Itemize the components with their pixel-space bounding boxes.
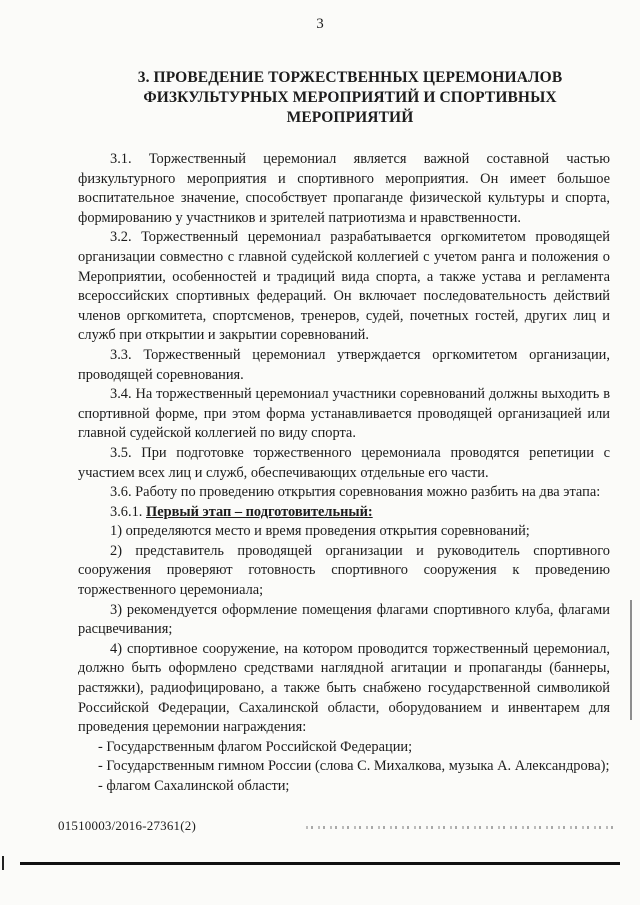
scan-artifact bbox=[306, 826, 616, 829]
paragraph-3-6: 3.6. Работу по проведению открытия соревнования можно разбить на два этапа: bbox=[110, 484, 601, 501]
dash-item-anthem: - Государственным гимном России (слова С. Михалкова, музыка А. Александрова); bbox=[98, 758, 610, 775]
paragraph-3-2: 3.2. Торжественный церемониал разрабатывается оргкомитетом проводящей организации совместно с главной судейской коллегией с учетом ранга и положения о Мероприятии, особенностей и традиций вида спорта, а также устава и регламента всероссийских спортивных федераций. Он включает последовательность действий членов оргкомитета, спортсменов, тренеров, судей, почетных гостей, других лиц и служб при открытии и закрытии соревнований. bbox=[78, 229, 610, 344]
subsection-label: Первый этап – подготовительный: bbox=[146, 503, 373, 520]
paragraph-3-1: 3.1. Торжественный церемониал является важной составной частью физкультурного мероприятия и спортивного мероприятия. Он имеет большое воспитательное значение, способствует пропаганде физической культуры и спорта, формированию у участников и зрителей патриотизма и нравственности. bbox=[78, 151, 610, 226]
list-item-1: 1) определяются место и время проведения открытия соревнований; bbox=[110, 523, 530, 540]
dash-item-flag-sakhalin: - флагом Сахалинской области; bbox=[98, 778, 290, 794]
section-title-line-1: 3. ПРОВЕДЕНИЕ ТОРЖЕСТВЕННЫХ ЦЕРЕМОНИАЛОВ bbox=[137, 69, 563, 86]
list-item-2: 2) представитель проводящей организации и руководитель спортивного сооружения проверяют готовность спортивного сооружения к проведению торжественного церемониала; bbox=[78, 542, 610, 599]
scan-edge-mark bbox=[2, 856, 4, 870]
scan-edge-mark-right bbox=[630, 600, 632, 720]
paragraph-3-3: 3.3. Торжественный церемониал утверждается оргкомитетом организации, проводящей соревнования. bbox=[78, 346, 610, 383]
document-code: 01510003/2016-27361(2) bbox=[58, 818, 196, 833]
section-title-line-2: ФИЗКУЛЬТУРНЫХ МЕРОПРИЯТИЙ И СПОРТИВНЫХ bbox=[143, 89, 557, 106]
paragraph-3-4: 3.4. На торжественный церемониал участники соревнований должны выходить в спортивной форме, при этом форма устанавливается проводящей организацией или главной судейской коллегией по виду спорта. bbox=[78, 386, 610, 442]
dash-item-flag-rf: - Государственным флагом Российской Федерации; bbox=[98, 738, 413, 755]
list-item-3: 3) рекомендуется оформление помещения флагами спортивного клуба, флагами расцвечивания; bbox=[78, 601, 610, 638]
document-body bbox=[78, 150, 610, 797]
section-title bbox=[130, 68, 570, 128]
page-number: 3 bbox=[316, 16, 324, 32]
list-item-4: 4) спортивное сооружение, на котором проводится торжественный церемониал, должно быть оформлено средствами наглядной агитации и пропаганды (баннеры, растяжки), радиофицировано, а также быть снабжено государственной символикой Российской Федерации, Сахалинской области, оборудованием и инвентарем для проведения церемонии награждения: bbox=[78, 640, 610, 736]
paragraph-3-5: 3.5. При подготовке торжественного церемониала проводятся репетиции с участием всех лиц и служб, обеспечивающих отдельные его части. bbox=[78, 444, 610, 481]
paragraph-3-6-1 bbox=[78, 503, 610, 523]
subsection-number: 3.6.1. bbox=[110, 503, 143, 520]
section-title-line-3: МЕРОПРИЯТИЙ bbox=[286, 109, 414, 126]
bottom-rule bbox=[20, 862, 620, 865]
